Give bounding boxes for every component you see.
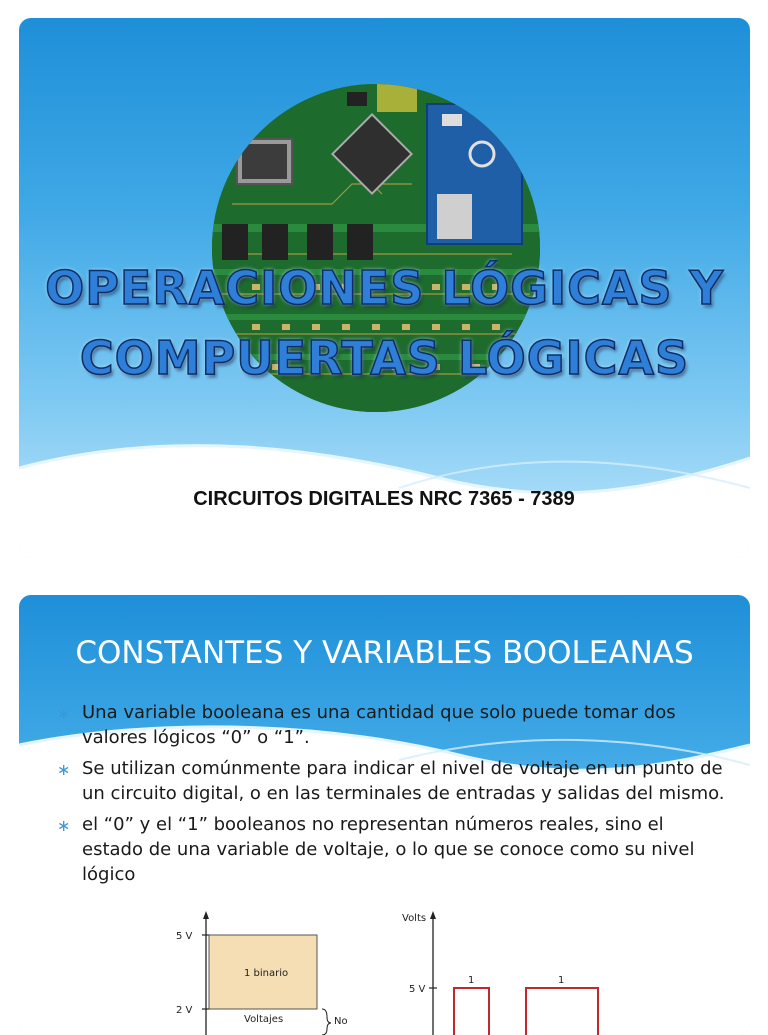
pulse-label-2: 1 [558, 975, 565, 986]
slide-title-line-2: COMPUERTAS LÓGICAS [79, 331, 690, 385]
right-5v-label: 5 V [409, 984, 426, 995]
list-item [57, 756, 727, 806]
pulse-label-1: 1 [468, 975, 475, 986]
slide-title-line-1: OPERACIONES LÓGICAS Y [45, 261, 724, 315]
volts-label: Volts [402, 913, 427, 924]
left-axis-arrow-icon [203, 911, 209, 919]
bullet-text: Una variable booleana es una cantidad que solo puede tomar dos valores lógicos “0” o “1”. [82, 702, 676, 748]
course-subtitle: CIRCUITOS DIGITALES NRC 7365 - 7389 [193, 488, 575, 510]
asterisk-bullet-icon: ∗ [57, 760, 71, 779]
asterisk-bullet-icon: ∗ [57, 816, 71, 835]
no-label: No [334, 1016, 348, 1027]
title-slide [19, 18, 750, 558]
right-axis-arrow-icon [430, 911, 436, 919]
pulse-waveform [454, 988, 598, 1035]
asterisk-bullet-icon: ∗ [57, 704, 71, 723]
bullet-list [57, 700, 727, 893]
left-5v-label: 5 V [176, 931, 193, 942]
binary-one-label: 1 binario [244, 968, 289, 979]
left-2v-label: 2 V [176, 1005, 193, 1016]
content-slide [19, 595, 750, 1035]
bullet-text: Se utilizan comúnmente para indicar el nivel de voltaje en un punto de un circuito digital, o en las terminales de entradas y salidas del mismo. [82, 758, 725, 804]
bullet-text: el “0” y el “1” booleanos no representan números reales, sino el estado de una variable de voltaje, o lo que se conoce como su nivel lógico [82, 814, 695, 885]
list-item [57, 700, 727, 750]
brace-icon [322, 1009, 331, 1035]
voltage-level-figure [154, 905, 634, 1035]
voltajes-label: Voltajes [244, 1014, 284, 1025]
slide-title: CONSTANTES Y VARIABLES BOOLEANAS [75, 635, 694, 671]
list-item [57, 812, 727, 887]
